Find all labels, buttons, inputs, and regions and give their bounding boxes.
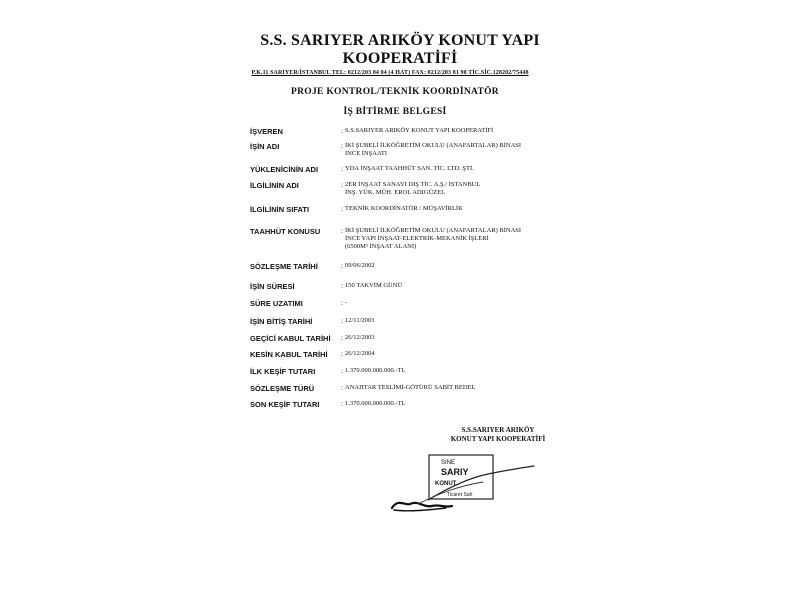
field-value-line: - <box>345 299 348 306</box>
field-value-line: 1.370.000.000.000.-TL <box>345 367 406 374</box>
field-value-line: 1.370.000.000.000.-TL <box>345 400 406 407</box>
handwritten-signature <box>388 448 538 518</box>
field-colon: : <box>341 299 343 307</box>
stamp-line4: Ticaret Sah <box>447 492 473 498</box>
field-colon: : <box>341 282 343 290</box>
cooperative-title-line2: KOOPERATİFİ <box>342 50 458 67</box>
field-label: İŞİN BİTİŞ TARİHİ <box>250 317 313 326</box>
field-colon: : <box>341 350 343 358</box>
field-value <box>345 299 585 307</box>
cooperative-title-line1: S.S. SARIYER ARIKÖY KONUT YAPI <box>260 32 540 49</box>
stamp-line2: SARIY <box>441 467 469 477</box>
field-label: KESİN KABUL TARİHİ <box>250 350 328 359</box>
signature-org-line2: KONUT YAPI KOOPERATİFİ <box>450 435 546 443</box>
field-label: İLGİLİNİN SIFATI <box>250 205 310 214</box>
field-value-line: 2ER İNŞAAT SANAYİ DIŞ TİC. A.Ş./ İSTANBUL <box>345 181 481 188</box>
field-value-line: 12/11/2003 <box>345 317 375 324</box>
field-value <box>345 165 585 173</box>
field-label: SON KEŞİF TUTARI <box>250 400 320 409</box>
field-value-line: S.S.SARIYER ARIKÖY KONUT YAPI KOOPERATİFİ <box>345 127 494 134</box>
field-value <box>345 367 585 375</box>
field-value-line: 26/12/2003 <box>345 334 375 341</box>
field-label: GEÇİCİ KABUL TARİHİ <box>250 334 331 343</box>
field-value-line: İKİ ŞUBELİ İLKÖĞRETİM OKULU (ANAFARTALAR) BİNASI <box>345 227 522 234</box>
field-colon: : <box>341 317 343 325</box>
field-value <box>345 205 585 213</box>
field-value-line: İNCE YAPI İNŞAAT-ELEKTRİK-MEKANİK İŞLERİ <box>345 235 489 242</box>
field-value-line: TEKNİK KOORDİNATÖR / MÜŞAVİRLİK <box>345 205 463 212</box>
stamp-line1: SINE <box>441 460 456 466</box>
field-colon: : <box>341 127 343 135</box>
field-colon: : <box>341 400 343 408</box>
field-label: İŞVEREN <box>250 127 283 136</box>
field-value <box>345 181 585 197</box>
field-label: SÜRE UZATIMI <box>250 299 303 308</box>
field-value-line: 09/06/2002 <box>345 262 375 269</box>
field-colon: : <box>341 334 343 342</box>
field-colon: : <box>341 227 343 235</box>
field-label: SÖZLEŞME TÜRÜ <box>250 384 315 393</box>
field-label: İŞİN SÜRESİ <box>250 282 295 291</box>
field-value <box>345 317 585 325</box>
field-label: SÖZLEŞME TARİHİ <box>250 262 318 271</box>
signature-org-line1: S.S.SARIYER ARIKÖY <box>461 426 535 434</box>
field-value-line: 150 TAKVİM GÜNÜ <box>345 282 403 289</box>
field-label: İŞİN ADI <box>250 142 280 151</box>
field-label: YÜKLENİCİNİN ADI <box>250 165 319 174</box>
field-value <box>345 142 585 158</box>
field-value-line: ANAHTAR TESLİMİ-GÖTÜRÜ SABİT BEDEL <box>345 384 476 391</box>
field-value <box>345 400 585 408</box>
field-label: İLGİLİNİN ADI <box>250 181 299 190</box>
field-value <box>345 384 585 392</box>
contact-info: P.K.11 SARIYER/İSTANBUL TEL: 0212/203 04 04 (4 HAT) FAX: 0212/203 81 90 TİC.SİC.128202/75448 <box>251 70 529 76</box>
field-value <box>345 262 585 270</box>
field-colon: : <box>341 205 343 213</box>
stamp-line3: KONUT <box>435 481 457 487</box>
field-colon: : <box>341 367 343 375</box>
field-colon: : <box>341 384 343 392</box>
field-colon: : <box>341 165 343 173</box>
field-value-line: YDA İNŞAAT TAAHHÜT SAN. TİC. LTD. ŞTİ. <box>345 165 474 172</box>
field-label: TAAHHÜT KONUSU <box>250 227 321 236</box>
field-value <box>345 227 585 251</box>
document-title: İŞ BİTİRME BELGESİ <box>343 107 447 117</box>
signature-block <box>428 426 568 444</box>
field-value-line: İNŞ. YÜK. MÜH. EROL ADIGÜZEL <box>345 189 446 196</box>
field-label: İLK KEŞİF TUTARI <box>250 367 316 376</box>
field-value <box>345 127 585 135</box>
field-value <box>345 350 585 358</box>
field-colon: : <box>341 142 343 150</box>
department-heading: PROJE KONTROL/TEKNİK KOORDİNATÖR <box>291 87 499 97</box>
field-value <box>345 334 585 342</box>
field-value <box>345 282 585 290</box>
field-value-line: (6500M² İNŞAAT ALANI) <box>345 243 417 250</box>
field-colon: : <box>341 181 343 189</box>
field-value-line: İKİ ŞUBELİ İLKÖĞRETİM OKULU (ANAFARTALAR) BİNASI <box>345 142 522 149</box>
field-value-line: 26/12/2004 <box>345 350 375 357</box>
field-colon: : <box>341 262 343 270</box>
field-value-line: İNCE İNŞAATI <box>345 150 388 157</box>
